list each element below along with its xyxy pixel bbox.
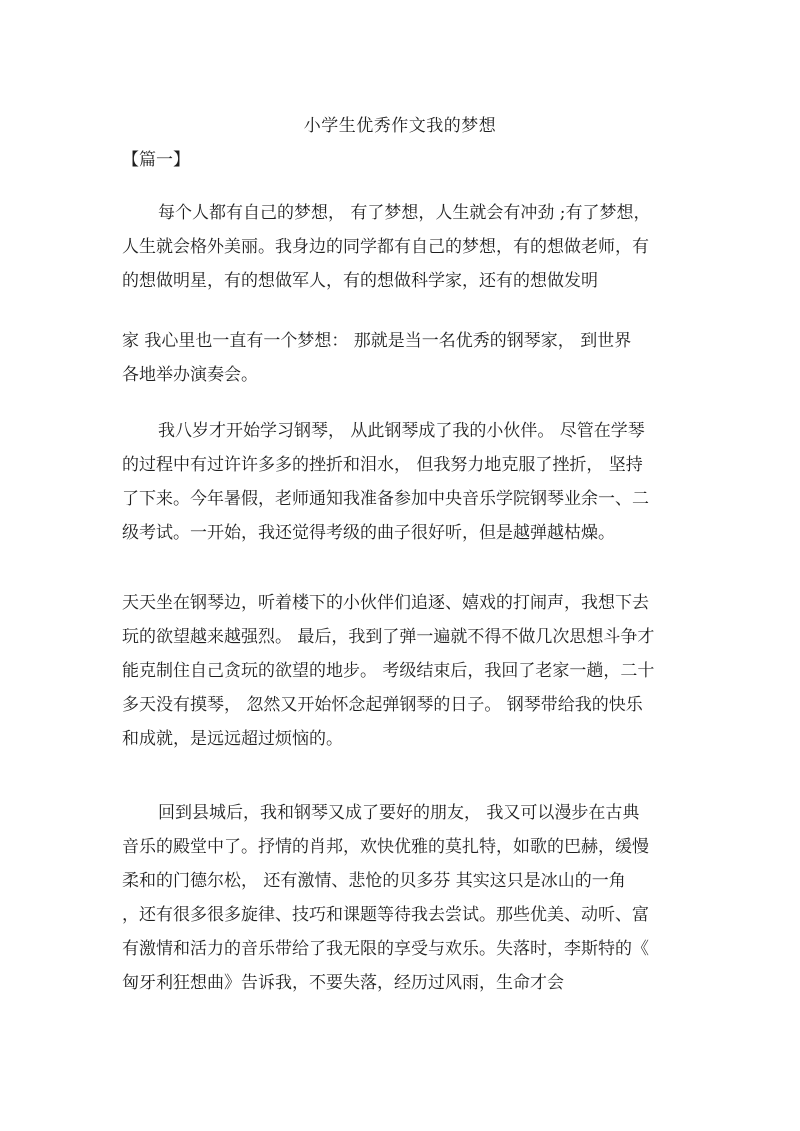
paragraph-line: 多天没有摸琴， 忽然又开始怀念起弹钢琴的日子。 钢琴带给我的快乐	[122, 695, 643, 715]
paragraph-line: ，还有很多很多旋律、技巧和课题等待我去尝试。那些优美、动听、富	[122, 905, 649, 925]
paragraph-line: 人生就会格外美丽。我身边的同学都有自己的梦想，有的想做老师，有	[122, 237, 649, 257]
paragraph-line: 能克制住自己贪玩的欲望的地步。 考级结束后，我回了老家一趟，二十	[122, 661, 655, 681]
paragraph-line: 回到县城后，我和钢琴又成了要好的朋友， 我又可以漫步在古典	[158, 803, 640, 823]
paragraph-line: 有激情和活力的音乐带给了我无限的享受与欢乐。失落时，李斯特的《	[122, 939, 649, 959]
paragraph-line: 和成就，是远远超过烦恼的。	[122, 729, 343, 749]
paragraph-line: 各地举办演奏会。	[122, 365, 258, 385]
paragraph-4	[122, 586, 667, 756]
paragraph-3	[122, 414, 667, 550]
document-title: 小学生优秀作文我的梦想	[303, 116, 497, 136]
paragraph-line: 我八岁才开始学习钢琴， 从此钢琴成了我的小伙伴。 尽管在学琴	[158, 421, 645, 441]
paragraph-line: 了下来。今年暑假，老师通知我准备参加中央音乐学院钢琴业余一、二	[122, 489, 649, 509]
paragraph-2	[122, 324, 667, 392]
paragraph-line: 家 我心里也一直有一个梦想： 那就是当一名优秀的钢琴家， 到世界	[122, 331, 632, 351]
paragraph-line: 玩的欲望越来越强烈。 最后，我到了弹一遍就不得不做几次思想斗争才	[122, 627, 655, 647]
paragraph-5	[122, 796, 667, 1000]
paragraph-line: 天天坐在钢琴边，听着楼下的小伙伴们追逐、嬉戏的打闹声，我想下去	[122, 593, 649, 613]
paragraph-1	[122, 196, 667, 298]
paragraph-line: 匈牙利狂想曲》告诉我，不要失落，经历过风雨，生命才会	[122, 973, 564, 993]
paragraph-line: 的想做明星，有的想做军人，有的想做科学家，还有的想做发明	[122, 271, 598, 291]
paragraph-line: 的过程中有过许许多多的挫折和泪水， 但我努力地克服了挫折， 坚持	[122, 455, 643, 475]
paragraph-line: 柔和的门德尔松， 还有激情、悲怆的贝多芬 其实这只是冰山的一角	[122, 871, 626, 891]
section-label: 【篇一】	[122, 150, 190, 170]
paragraph-line: 每个人都有自己的梦想， 有了梦想，人生就会有冲劲 ;有了梦想，	[158, 203, 651, 223]
paragraph-line: 音乐的殿堂中了。抒情的肖邦，欢快优雅的莫扎特，如歌的巴赫，缓慢	[122, 837, 649, 857]
paragraph-line: 级考试。一开始，我还觉得考级的曲子很好听，但是越弹越枯燥。	[122, 523, 615, 543]
